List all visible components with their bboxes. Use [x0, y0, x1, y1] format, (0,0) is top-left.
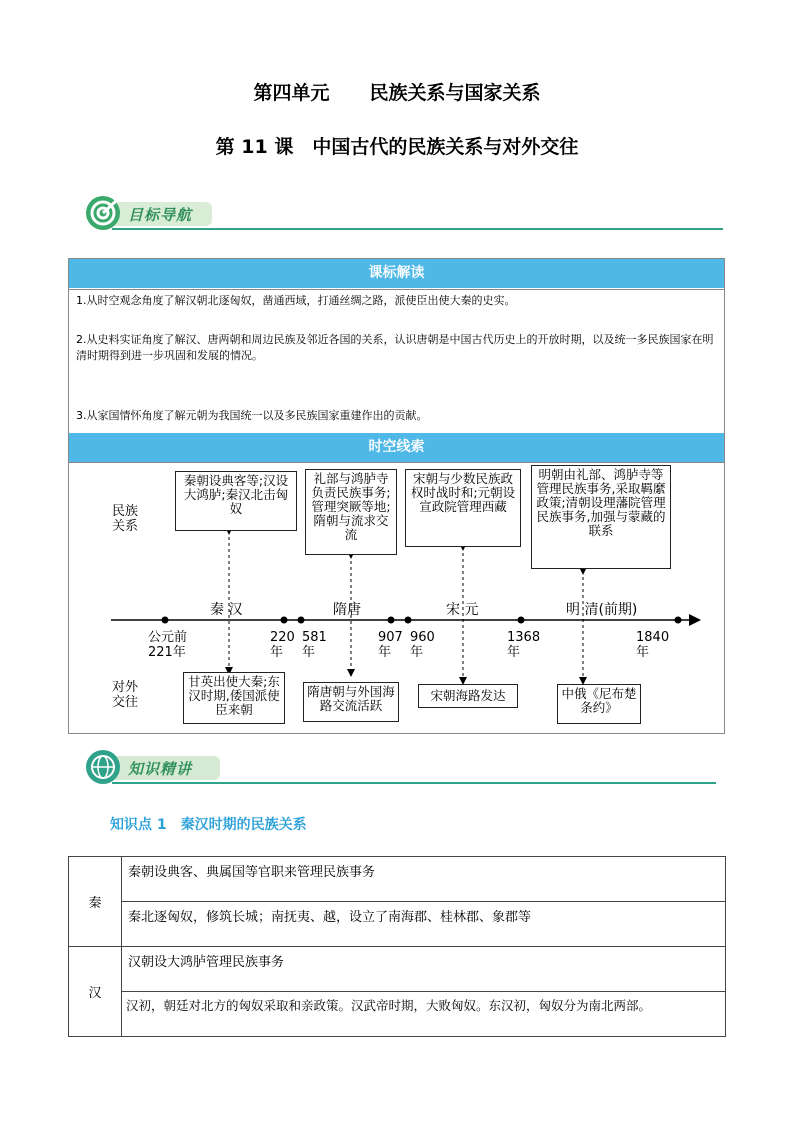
year-960: 960年 — [410, 630, 435, 660]
row-label-foreign: 对外交往 — [111, 680, 138, 710]
unit-title — [0, 78, 794, 105]
goal-nav-label: 目标导航 — [128, 206, 193, 224]
dynasty-cell: 秦 — [69, 857, 122, 947]
period-songyuan: 宋 元 — [446, 602, 479, 618]
table-row — [69, 947, 726, 992]
unit-number: 第四单元 — [253, 82, 330, 104]
year-220: 220年 — [270, 630, 295, 660]
divider — [69, 289, 724, 290]
knowledge-point-title: 知识点 1 秦汉时期的民族关系 — [110, 817, 307, 833]
tick-907 — [388, 617, 395, 624]
period-mingqing: 明 清(前期) — [566, 602, 638, 618]
year-1840: 1840年 — [636, 630, 670, 660]
ethnic-box-mingqing: 明朝由礼部、鸿胪寺等管理民族事务,采取羁縻政策;清朝设理藩院管理民族事务,加强与蒙藏的联系 — [531, 465, 671, 569]
period-qinhan: 秦 汉 — [210, 602, 243, 618]
curriculum-heading: 课标解读 — [69, 259, 724, 288]
globe-icon — [86, 750, 120, 784]
dynasty-cell: 汉 — [69, 947, 122, 1037]
goal-nav-divider — [112, 228, 723, 230]
foreign-box-qinhan: 甘英出使大秦;东汉时期,倭国派使臣来朝 — [183, 672, 285, 724]
tick-581 — [298, 617, 305, 624]
year-907: 907年 — [378, 630, 403, 660]
table-cell: 秦朝设典客、典属国等官职来管理民族事务 — [122, 857, 726, 902]
period-suitang: 隋唐 — [333, 602, 361, 618]
lesson-title: 第 11 课 中国古代的民族关系与对外交往 — [215, 136, 579, 158]
knowledge-header — [86, 750, 236, 786]
goal-nav-header — [86, 196, 226, 232]
year-581: 581年 — [302, 630, 327, 660]
year-221bc: 公元前221年 — [148, 630, 188, 660]
knowledge-label: 知识精讲 — [128, 760, 193, 778]
ethnic-box-suitang: 礼部与鸿胪寺负责民族事务;管理突厥等地;隋朝与流求交流 — [305, 469, 397, 555]
knowledge-divider — [112, 782, 716, 784]
row-label-ethnic: 民族关系 — [111, 504, 138, 534]
table-cell: 汉朝设大鸿胪管理民族事务 — [122, 947, 726, 992]
table-row — [69, 857, 726, 902]
table-row — [69, 992, 726, 1037]
table-row — [69, 902, 726, 947]
tick-960 — [405, 617, 412, 624]
tick-220 — [281, 617, 288, 624]
timeline-heading: 时空线索 — [69, 433, 724, 462]
tick-221bc — [162, 617, 169, 624]
foreign-box-mingqing: 中俄《尼布楚条约》 — [557, 684, 641, 724]
table-cell: 汉初，朝廷对北方的匈奴采取和亲政策。汉武帝时期，大败匈奴。东汉初，匈奴分为南北两部。 — [122, 992, 726, 1037]
table-cell: 秦北逐匈奴，修筑长城；南抚夷、越，设立了南海郡、桂林郡、象郡等 — [122, 902, 726, 947]
curriculum-item-3: 3.从家国情怀角度了解元朝为我国统一以及多民族国家重建作出的贡献。 — [76, 409, 428, 422]
target-icon — [86, 196, 120, 230]
ethnic-box-songyuan: 宋朝与少数民族政权时战时和;元朝设宣政院管理西藏 — [405, 469, 521, 547]
curriculum-item-1: 1.从时空观念角度了解汉朝北逐匈奴，凿通西域，打通丝绸之路，派使臣出使大秦的史实。 — [76, 294, 516, 307]
tick-1368 — [518, 617, 525, 624]
unit-topic: 民族关系与国家关系 — [369, 82, 541, 104]
foreign-box-songyuan: 宋朝海路发达 — [418, 684, 518, 708]
year-1368: 1368年 — [507, 630, 541, 660]
curriculum-item-2: 2.从史料实证角度了解汉、唐两朝和周边民族及邻近各国的关系，认识唐朝是中国古代历史上的开放时期，以及统一多民族国家在明清时期得到进一步巩固和发展的情况。 — [76, 333, 714, 362]
knowledge-table — [68, 856, 726, 1037]
ethnic-box-qinhan: 秦朝设典客等;汉设大鸿胪;秦汉北击匈奴 — [175, 471, 297, 531]
tick-1840 — [675, 617, 682, 624]
foreign-box-suitang: 隋唐朝与外国海路交流活跃 — [303, 682, 399, 722]
